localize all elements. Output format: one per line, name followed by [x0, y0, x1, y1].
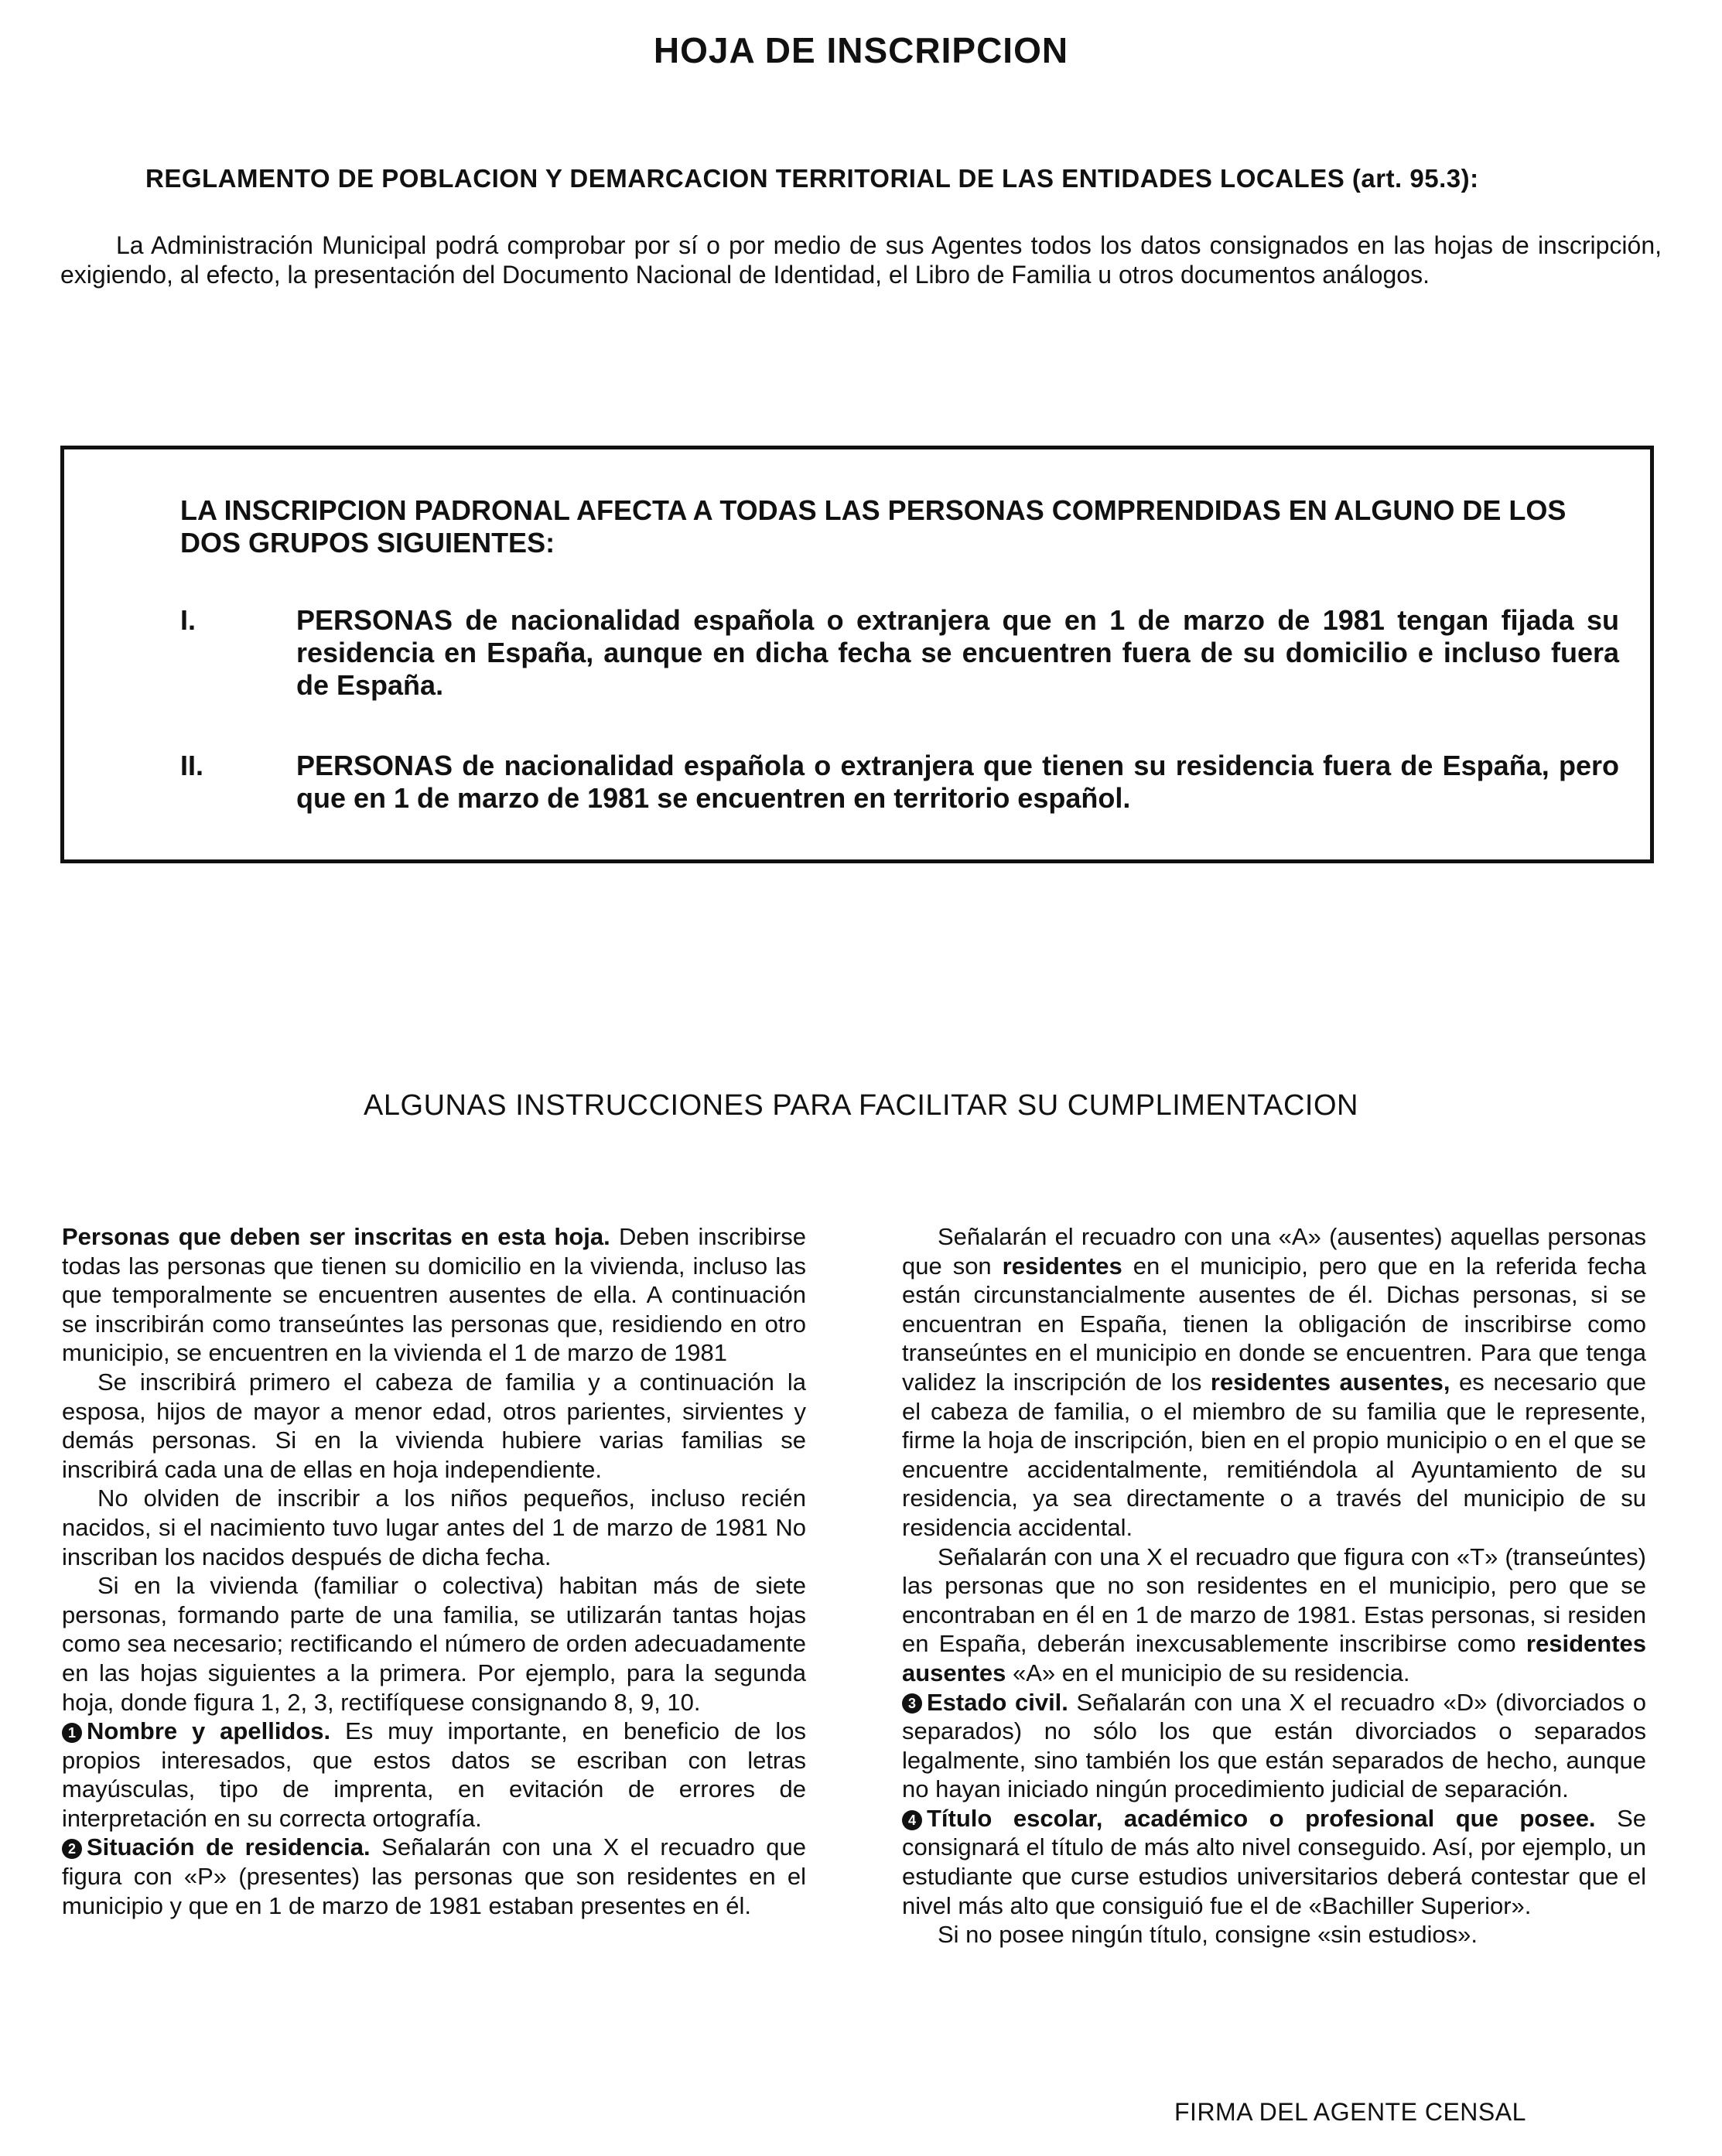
paragraph-order: Se inscribirá primero el cabeza de familia y a continuación la esposa, hijos de mayor a menor edad, otros parientes, sirvientes y demás personas. Si en la vivienda hubiere varias familias se inscribirá cada una de ellas en hoja independiente.: [62, 1368, 806, 1483]
paragraph-education: 4 Título escolar, académico o profesional que posee. Se consignará el título de más alto nivel conseguido. Así, por ejemplo, un estudiante que curse estudios universitarios deberá contestar que el nivel más alto que consiguió fue el de «Bachiller Superior».: [902, 1804, 1647, 1919]
paragraph-no-title: Si no posee ningún título, consigne «sin estudios».: [938, 1921, 1478, 1949]
scope-group-1: [180, 604, 1619, 712]
instructions-right-column: [902, 1222, 1646, 1949]
census-agent-signature-label: FIRMA DEL AGENTE CENSAL: [1174, 2098, 1526, 2126]
paragraph-heading: Personas que deben ser inscritas en esta hoja.: [62, 1223, 610, 1250]
paragraph-persons: Personas que deben ser inscritas en esta hoja. Deben inscribirse todas las personas que tienen su domicilio en la vivienda, incluso las que temporalmente se encuentren ausentes de ella. A continuación se inscribirán como transeúntes las personas que, residiendo en otro municipio, se encuentren en la vivienda el 1 de marzo de 1981: [62, 1223, 806, 1367]
paragraph-marital-status: 3 Estado civil. Señalarán con una X el recuadro «D» (divorciados o separados) no sólo los que están divorciados o separados legalmente, sino también los que están separados de hecho, aunque no hayan iniciado ningún procedimiento judicial de separación.: [902, 1688, 1646, 1803]
paragraph-residence: 2 Situación de residencia. Señalarán con una X el recuadro que figura con «P» (presentes) las personas que son residentes en el municipio y que en 1 de marzo de 1981 estaban presentes en él.: [62, 1833, 806, 1919]
number-bullet-icon: 3: [902, 1693, 922, 1714]
paragraph-transient: Señalarán con una X el recuadro que figura con «T» (transeúntes) las personas que no son residentes en el municipio, pero que se encontraban en él en 1 de marzo de 1981. Estas personas, si residen en España, deberán inexcusablemente inscribirse como residentes ausentes «A» en el municipio de su residencia.: [902, 1543, 1646, 1686]
regulation-text: La Administración Municipal podrá comprobar por sí o por medio de sus Agentes todos los datos consignados en las hojas de inscripción, exigiendo, al efecto, la presentación del Documento Nacional de Identidad, el Libro de Familia u otros documentos análogos.: [60, 231, 1662, 289]
paragraph-heading: Estado civil.: [927, 1688, 1068, 1716]
paragraph-heading: Título escolar, académico o profesional que posee.: [927, 1804, 1596, 1832]
group-number: I.: [180, 604, 196, 636]
scope-heading: LA INSCRIPCION PADRONAL AFECTA A TODAS LAS PERSONAS COMPRENDIDAS EN ALGUNO DE LOS DOS GRUPOS SIGUIENTES:: [180, 494, 1567, 559]
group-text: PERSONAS de nacionalidad española o extranjera que en 1 de marzo de 1981 tengan fijada su residencia en España, aunque en dicha fecha se encuentren fuera de su domicilio e incluso fuera de España.: [296, 604, 1619, 701]
instructions-title: ALGUNAS INSTRUCCIONES PARA FACILITAR SU CUMPLIMENTACION: [364, 1089, 1358, 1122]
paragraph-name: 1 Nombre y apellidos. Es muy importante, en beneficio de los propios interesados, que estos datos se escriban con letras mayúsculas, tipo de imprenta, en evitación de errores de interpretación en su correcta ortografía.: [62, 1717, 807, 1832]
paragraph-heading: Nombre y apellidos.: [87, 1717, 331, 1745]
scope-group-2: [180, 750, 1619, 827]
paragraph-newborns: No olviden de inscribir a los niños pequeños, incluso recién nacidos, si el nacimiento tuvo lugar antes del 1 de marzo de 1981 No inscriban los nacidos después de dicha fecha.: [62, 1485, 806, 1570]
instructions-left-column: [62, 1222, 806, 1920]
number-bullet-icon: 1: [62, 1723, 82, 1743]
regulation-heading: REGLAMENTO DE POBLACION Y DEMARCACION TERRITORIAL DE LAS ENTIDADES LOCALES (art. 95.3):: [145, 164, 1479, 193]
group-number: II.: [180, 750, 204, 781]
number-bullet-icon: 2: [62, 1839, 82, 1859]
paragraph-absent: Señalarán el recuadro con una «A» (ausentes) aquellas personas que son residentes en el municipio, pero que en la referida fecha están circunstancialmente ausentes de él. Dichas personas, si se encuentran en España, tienen la obligación de inscribirse como transeúntes en el municipio en donde se encuentren. Para que tenga validez la inscripción de los residentes ausentes, es necesario que el cabeza de familia, o el miembro de su familia que le represente, firme la hoja de inscripción, bien en el propio municipio o en el que se encuentre accidentalmente, remitiéndola al Ayuntamiento de su residencia, ya sea directamente o a través del municipio de su residencia accidental.: [902, 1223, 1647, 1541]
document-title: HOJA DE INSCRIPCION: [653, 30, 1069, 70]
group-text: PERSONAS de nacionalidad española o extranjera que tienen su residencia fuera de España, pero que en 1 de marzo de 1981 se encuentren en territorio español.: [296, 750, 1619, 814]
inscription-scope-box: [60, 446, 1654, 863]
number-bullet-icon: 4: [902, 1810, 922, 1830]
paragraph-heading: Situación de residencia.: [87, 1833, 371, 1861]
paragraph-extra-sheets: Si en la vivienda (familiar o colectiva) habitan más de siete personas, formando parte de una familia, se utilizarán tantas hojas como sea necesario; rectificando el número de orden adecuadamente en las hojas siguientes a la primera. Por ejemplo, para la segunda hoja, donde figura 1, 2, 3, rectifíquese consignando 8, 9, 10.: [62, 1572, 806, 1716]
